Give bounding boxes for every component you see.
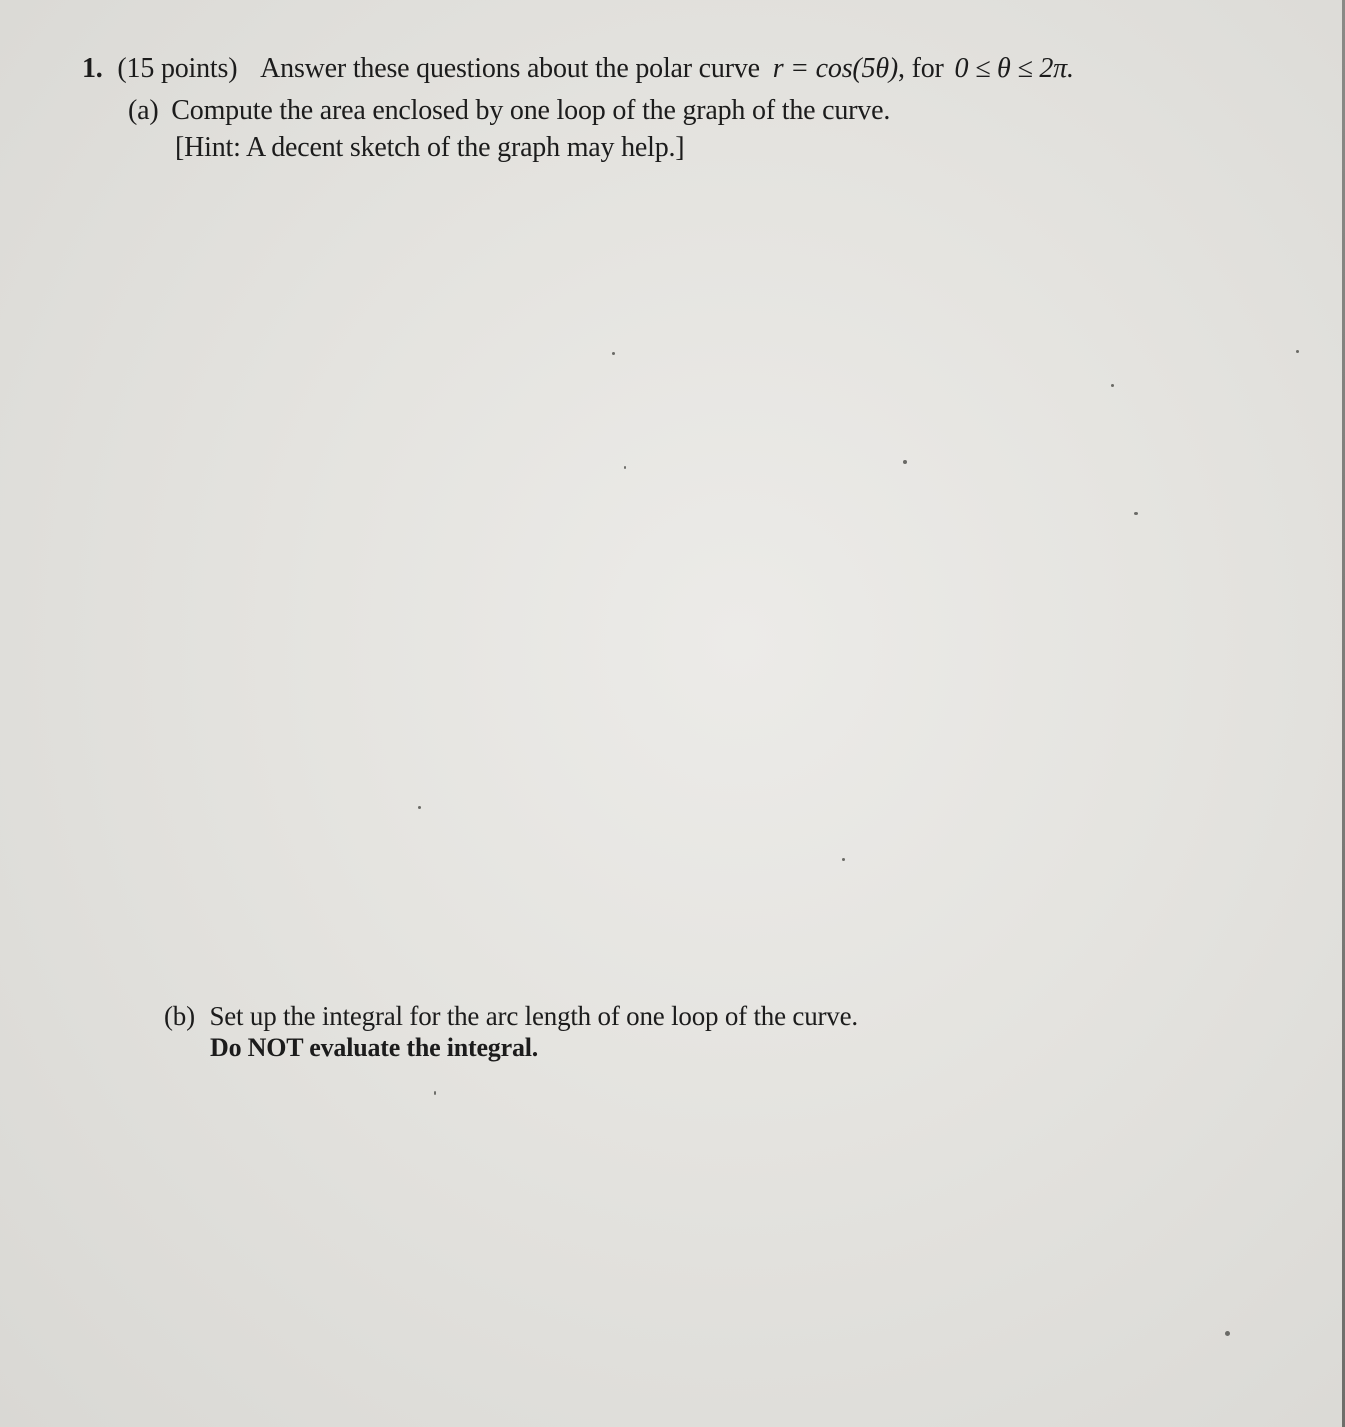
theta-domain: 0 ≤ θ ≤ 2π. xyxy=(954,53,1074,84)
paper-speck xyxy=(1111,384,1114,387)
domain-prefix: , for xyxy=(898,53,944,84)
part-a-question xyxy=(128,94,890,128)
part-b-text: Set up the integral for the arc length of one loop of the curve. xyxy=(209,1001,858,1031)
paper-speck xyxy=(1134,512,1138,515)
paper-speck xyxy=(624,466,626,469)
problem-number: 1. xyxy=(82,53,103,84)
paper-speck xyxy=(1225,1331,1230,1336)
paper-speck xyxy=(418,806,421,809)
part-b-question xyxy=(164,999,858,1033)
part-a-label: (a) xyxy=(128,95,159,126)
paper-speck xyxy=(612,352,615,355)
part-b-label: (b) xyxy=(164,1001,195,1031)
part-a-hint: [Hint: A decent sketch of the graph may help.] xyxy=(175,132,685,163)
paper-speck xyxy=(434,1091,436,1095)
problem-points: (15 points) xyxy=(117,53,238,84)
paper-speck xyxy=(842,858,845,861)
problem-intro: Answer these questions about the polar curve xyxy=(260,53,760,84)
part-a-text: Compute the area enclosed by one loop of the graph of the curve. xyxy=(171,95,891,126)
polar-equation: r = cos(5θ) xyxy=(772,53,899,84)
problem-header xyxy=(82,52,1074,86)
paper-speck xyxy=(1296,350,1299,353)
part-b-instruction: Do NOT evaluate the integral. xyxy=(210,1033,539,1062)
paper-speck xyxy=(903,460,907,464)
